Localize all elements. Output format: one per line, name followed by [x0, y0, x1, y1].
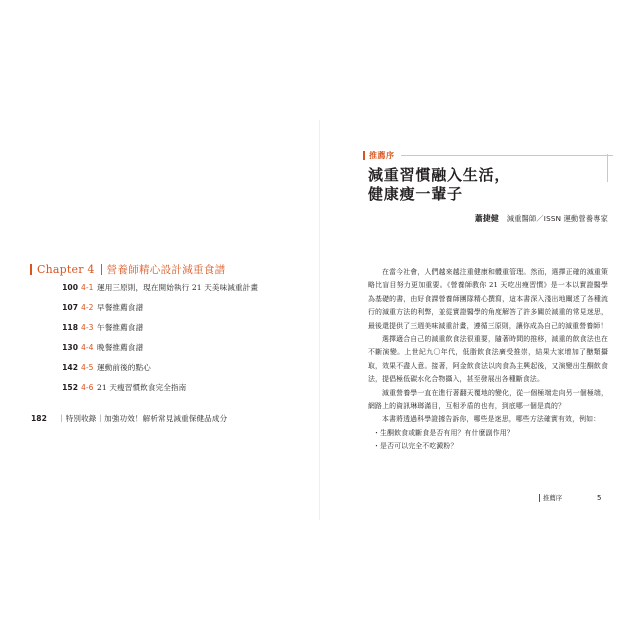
- bullet-list: [368, 427, 608, 454]
- chapter-accent-bar: [30, 264, 32, 275]
- bullet-item: ・是否可以完全不吃澱粉？: [373, 442, 458, 451]
- chapter-title: 營養師精心設計減重食譜: [106, 263, 226, 276]
- toc-section-number: 4-2: [81, 303, 94, 312]
- body-paragraph: 本書將透過科學證據告訴你，哪些是迷思，哪些方法確實有效，例如：: [382, 415, 601, 424]
- toc-entry-title: 晚餐推薦食譜: [97, 343, 144, 352]
- body-paragraph: 減重營養學一直在進行著翻天覆地的變化，從一個極端走向另一個極端，網路上的資訊琳瑯滿目，互相矛盾的也有，到底哪一個是真的？: [368, 388, 608, 411]
- toc-page-number: 118: [62, 323, 78, 332]
- toc-section-number: 4-1: [81, 283, 94, 292]
- page-gutter: [319, 120, 320, 520]
- toc-section-number: 4-6: [81, 383, 94, 392]
- footer-separator: [539, 494, 540, 502]
- toc-entry-title: 午餐推薦食譜: [97, 323, 144, 332]
- chapter-label: Chapter 4: [37, 262, 95, 276]
- author-name: 蕭捷健: [474, 214, 499, 223]
- preface-section-tag: [363, 150, 613, 161]
- toc-section-number: 4-5: [81, 363, 94, 372]
- preface-title-line-2: 健康瘦一輩子: [368, 185, 463, 203]
- toc-page-number: 130: [62, 343, 78, 352]
- body-paragraph: 在當今社會，人們越來越注重健康和體重管理。然而，選擇正確的減重策略比盲目努力更加重要。《營養師教你 21 天吃出瘦習慣》是一本以實證醫學為基礎的書，由好食課營養師團隊精心撰寫，這本書深入淺出地闡述了各種流行的減重方法的利弊，並從實證醫學的角度解答了許多關於減重的常見迷思，最後還提供了三週美味減重計畫，遵循三原則，讓你成為自己的減重營養師！: [368, 268, 608, 330]
- author-credit: [475, 210, 608, 222]
- preface-accent-bar: [363, 151, 365, 160]
- left-page-number: 182: [31, 414, 47, 423]
- preface-top-rule: [401, 155, 613, 156]
- bullet-item: ・生酮飲食或斷食是否有用？有什麼副作用？: [373, 428, 514, 437]
- toc-entry-title: 21 天瘦習慣飲食完全指南: [97, 383, 187, 392]
- chapter-separator: [101, 264, 102, 275]
- toc-entry-title: 運動前後的點心: [97, 363, 151, 372]
- right-page-number: 5: [597, 494, 602, 502]
- toc-entry-title: 運用三原則，現在開始執行 21 天美味減重計畫: [97, 283, 259, 292]
- left-running-header: ｜特別收錄｜加強功效！解析常見減重保健品成分: [58, 414, 228, 423]
- toc-section-number: 4-4: [81, 343, 94, 352]
- toc-page-number: 152: [62, 383, 78, 392]
- toc-page-number: 100: [62, 283, 78, 292]
- body-paragraph: 選擇適合自己的減重飲食法很重要，隨著時間的推移，減重的飲食法也在不斷演變。上世紀九〇年代，低脂飲食法廣受推崇，結果大家增加了醣類攝取，效果不盡人意。接著，阿金飲食法以肉食為主興起後，又演變出生酮飲食法，提倡極低碳水化合物攝入，甚至發展出各種斷食法。: [368, 335, 608, 384]
- author-role: 減重醫師／ISSN 運動營養專家: [506, 214, 608, 223]
- chapter-heading: [30, 262, 225, 276]
- toc-page-number: 142: [62, 363, 78, 372]
- toc-entry-title: 早餐推薦食譜: [97, 303, 144, 312]
- preface-side-rule: [607, 154, 608, 182]
- preface-label: 推薦序: [369, 151, 395, 160]
- toc-section-number: 4-3: [81, 323, 94, 332]
- toc-page-number: 107: [62, 303, 78, 312]
- preface-title-line-1: 減重習慣融入生活，: [368, 166, 511, 184]
- right-running-header: 推薦序: [543, 494, 563, 502]
- preface-body: [368, 266, 608, 454]
